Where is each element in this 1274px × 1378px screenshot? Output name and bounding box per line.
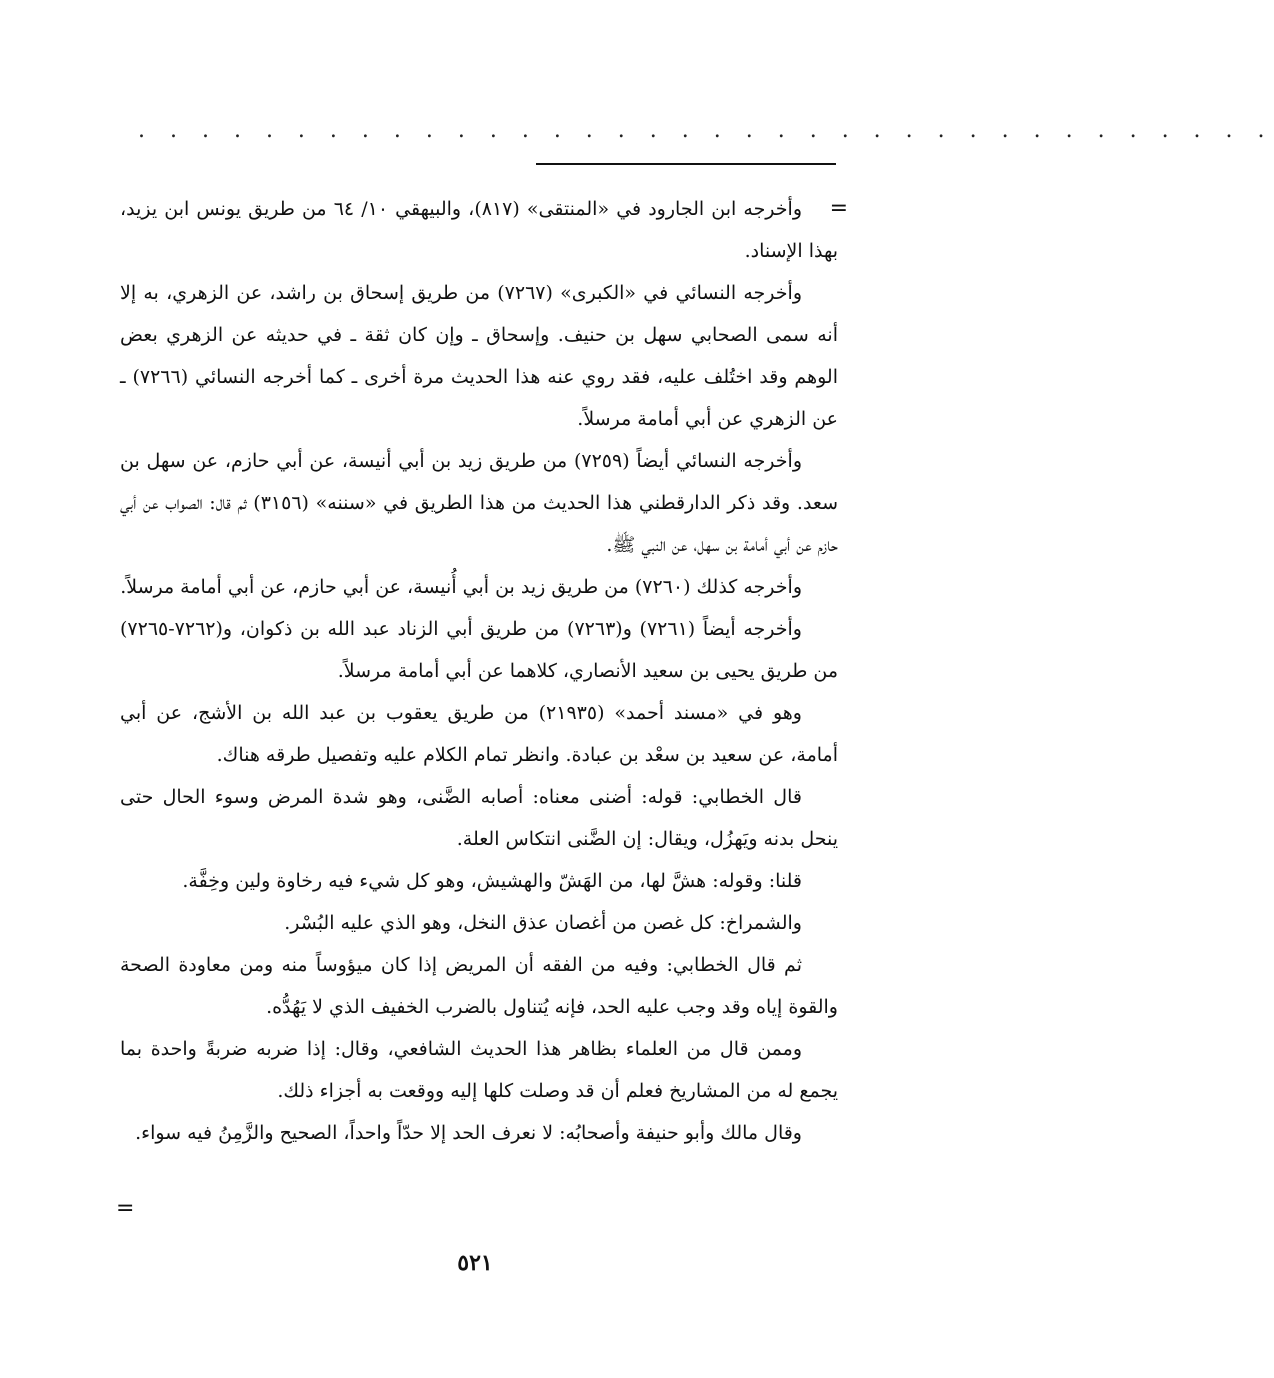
footnote-paragraph: وممن قال من العلماء بظاهر هذا الحديث الشافعي، وقال: إذا ضربه ضربةً واحدة بما يجمع له من المشاريخ فعلم أن قد وصلت كلها إليه ووقعت به أجزاء ذلك. [120, 1038, 838, 1102]
dotted-separator: . . . . . . . . . . . . . . . . . . . . . . . . . . . . . . . . . . . . [138, 118, 1274, 143]
footnote-paragraph: والشمراخ: كل غصن من أغصان عذق النخل، وهو الذي عليه البُسْر. [284, 912, 802, 934]
footnote-paragraph: وهو في «مسند أحمد» (٢١٩٣٥) من طريق يعقوب بن عبد الله بن الأشج، عن أبي أمامة، عن سعيد بن سعْد بن عبادة. وانظر تمام الكلام عليه وتفصيل طرقه هناك. [120, 702, 838, 766]
page-number: ٥٢١ [457, 1250, 493, 1276]
footnote-paragraph: قلنا: وقوله: هشَّ لها، من الهَشّ والهشيش، وهو كل شيء فيه رخاوة ولين وخِفَّة. [182, 870, 802, 892]
footnote-paragraph: وقال مالك وأبو حنيفة وأصحابُه: لا نعرف الحد إلا حدّاً واحداً، الصحيح والزَّمِنُ فيه سواء. [135, 1122, 802, 1144]
footnote-block [120, 188, 838, 1154]
footnote-rule [536, 163, 836, 165]
footnote-paragraph: وأخرجه النسائي أيضاً (٧٢٥٩) من طريق زيد بن أبي أنيسة، عن أبي حازم، عن سهل بن سعد. وقد ذكر الدارقطني هذا الحديث من هذا الطريق في «سننه» (٣١٥٦) ثم قال: الصواب عن أبي حازم عن أبي أمامة بن سهل، عن النبي ﷺ. [120, 450, 838, 556]
footnote-paragraph: قال الخطابي: قوله: أضنى معناه: أصابه الضَّنى، وهو شدة المرض وسوء الحال حتى ينحل بدنه ويَهزُل، ويقال: إن الضَّنى انتكاس العلة. [120, 786, 838, 850]
continuation-marker-end: = [116, 1196, 135, 1221]
footnote-paragraph: وأخرجه أيضاً (٧٢٦١) و(٧٢٦٣) من طريق أبي الزناد عبد الله بن ذكوان، و(٧٢٦٢-٧٢٦٥) من طريق يحيى بن سعيد الأنصاري، كلاهما عن أبي أمامة مرسلاً. [120, 618, 838, 682]
footnote-paragraph: وأخرجه ابن الجارود في «المنتقى» (٨١٧)، والبيهقي ١٠/ ٦٤ من طريق يونس ابن يزيد، بهذا الإسناد. [120, 198, 838, 262]
continuation-marker-start: = [829, 196, 848, 221]
footnote-paragraph: ثم قال الخطابي: وفيه من الفقه أن المريض إذا كان ميؤوساً منه ومن معاودة الصحة والقوة إياه وقد وجب عليه الحد، فإنه يُتناول بالضرب الخفيف الذي لا يَهُدُّه. [120, 954, 838, 1018]
footnote-paragraph: وأخرجه كذلك (٧٢٦٠) من طريق زيد بن أبي أُنيسة، عن أبي حازم، عن أبي أمامة مرسلاً. [120, 576, 802, 598]
footnote-paragraph: وأخرجه النسائي في «الكبرى» (٧٢٦٧) من طريق إسحاق بن راشد، عن الزهري، به إلا أنه سمى الصحابي سهل بن حنيف. وإسحاق ـ وإن كان ثقة ـ في حديثه عن الزهري بعض الوهم وقد اختُلف عليه، فقد روي عنه هذا الحديث مرة أخرى ـ كما أخرجه النسائي (٧٢٦٦) ـ عن الزهري عن أبي أمامة مرسلاً. [120, 282, 838, 430]
